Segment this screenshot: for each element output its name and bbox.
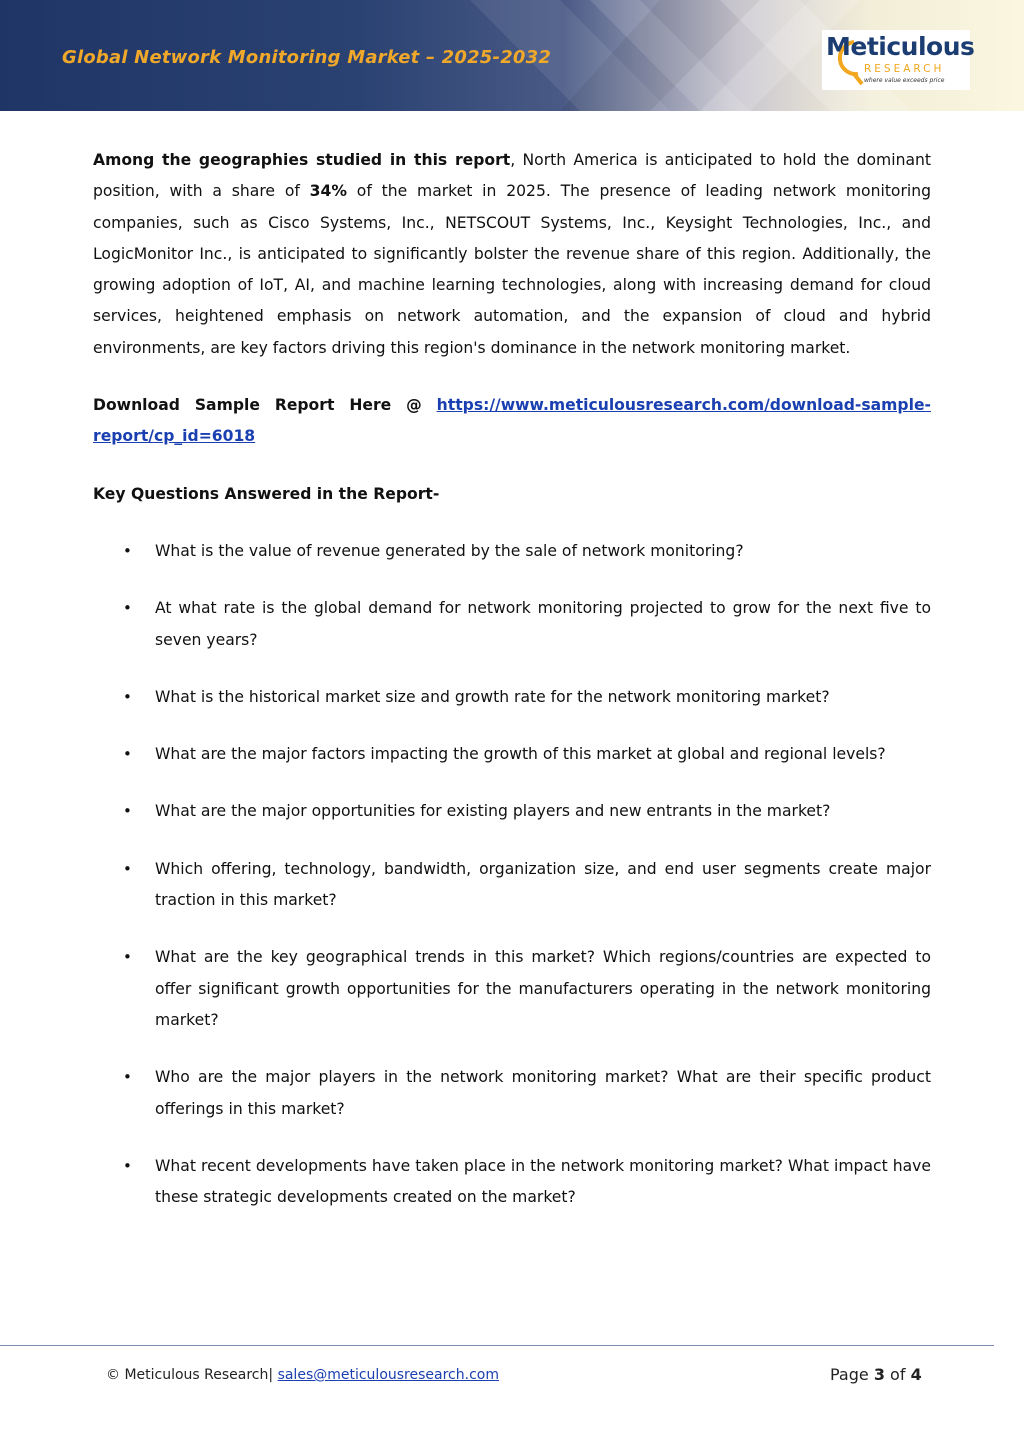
list-item: [93, 942, 931, 1036]
list-item: [93, 854, 931, 917]
intro-text-1: , North America is anticipated to hold the dominant position, with a share of: [93, 151, 932, 201]
question-text: At what rate is the global demand for network monitoring projected to grow for the next five to seven years?: [155, 599, 931, 649]
page-number: [830, 1365, 922, 1384]
intro-text-2: of the market in 2025. The presence of leading network monitoring companies, such as Cisco Systems, Inc., NETSCOUT Systems, Inc., Keysight Technologies, Inc., and LogicMonitor Inc., is anticipated to significantly bolster the revenue share of this region. Additionally, the growing adoption of IoT, AI, and machine learning technologies, along with increasing demand for cloud services, heightened emphasis on network automation, and the expansion of cloud and hybrid environments, are key factors driving this region's dominance in the network monitoring market.: [93, 182, 931, 357]
document-title: Global Network Monitoring Market – 2025-2032: [62, 47, 552, 68]
download-label: Download Sample Report Here @: [93, 396, 437, 415]
logo-tagline: where value exceeds price: [864, 77, 945, 84]
intro-share-value: 34%: [309, 182, 347, 201]
intro-paragraph: [93, 145, 931, 364]
footer-copyright: [106, 1367, 499, 1383]
page-of: of: [884, 1365, 911, 1384]
bullet-icon: •: [123, 745, 132, 764]
question-text: What is the historical market size and growth rate for the network monitoring market?: [155, 687, 830, 706]
meticulous-research-logo: [822, 30, 975, 90]
footer-divider: [0, 1345, 994, 1346]
list-item: [93, 1062, 931, 1125]
key-questions-list: [93, 536, 931, 1213]
bullet-icon: •: [123, 802, 132, 821]
question-text: What is the value of revenue generated by the sale of network monitoring?: [155, 541, 744, 560]
logo-name: Meticulous: [826, 32, 975, 61]
main-content: [93, 145, 931, 1239]
list-item: [93, 682, 931, 713]
bullet-icon: •: [123, 599, 132, 618]
bullet-icon: •: [123, 1068, 132, 1087]
bullet-icon: •: [123, 1156, 132, 1175]
bullet-icon: •: [123, 687, 132, 706]
page-current: 3: [873, 1365, 885, 1384]
logo-sub: RESEARCH: [864, 63, 945, 75]
list-item: [93, 593, 931, 656]
question-text: What are the major opportunities for existing players and new entrants in the market?: [155, 802, 831, 821]
question-text: Who are the major players in the network monitoring market? What are their specific product offerings in this market?: [155, 1068, 931, 1118]
bullet-icon: •: [123, 859, 132, 878]
page-total: 4: [910, 1365, 922, 1384]
page-prefix: Page: [830, 1365, 874, 1384]
question-text: Which offering, technology, bandwidth, organization size, and end user segments create major traction in this market?: [155, 859, 931, 910]
question-text: What are the major factors impacting the growth of this market at global and regional levels?: [155, 745, 886, 764]
copyright-text: © Meticulous Research|: [106, 1367, 278, 1383]
header-banner: [0, 0, 1024, 111]
bullet-icon: •: [123, 948, 132, 967]
list-item: [93, 536, 931, 567]
sales-email-link[interactable]: sales@meticulousresearch.com: [277, 1367, 499, 1383]
question-text: What recent developments have taken place in the network monitoring market? What impact have these strategic developments created on the market?: [155, 1156, 931, 1207]
download-sample-link[interactable]: https://www.meticulousresearch.com/download-sample-report/cp_id=6018: [93, 396, 931, 446]
download-line: [93, 390, 931, 453]
list-item: [93, 1151, 931, 1214]
intro-bold-lead: Among the geographies studied in this report: [93, 151, 511, 169]
list-item: [93, 739, 931, 770]
list-item: [93, 796, 931, 827]
bullet-icon: •: [123, 541, 132, 560]
key-questions-heading: Key Questions Answered in the Report-: [93, 484, 440, 503]
question-text: What are the key geographical trends in this market? Which regions/countries are expected to offer significant growth opportunities for the manufacturers operating in the network monitoring market?: [155, 948, 931, 1029]
